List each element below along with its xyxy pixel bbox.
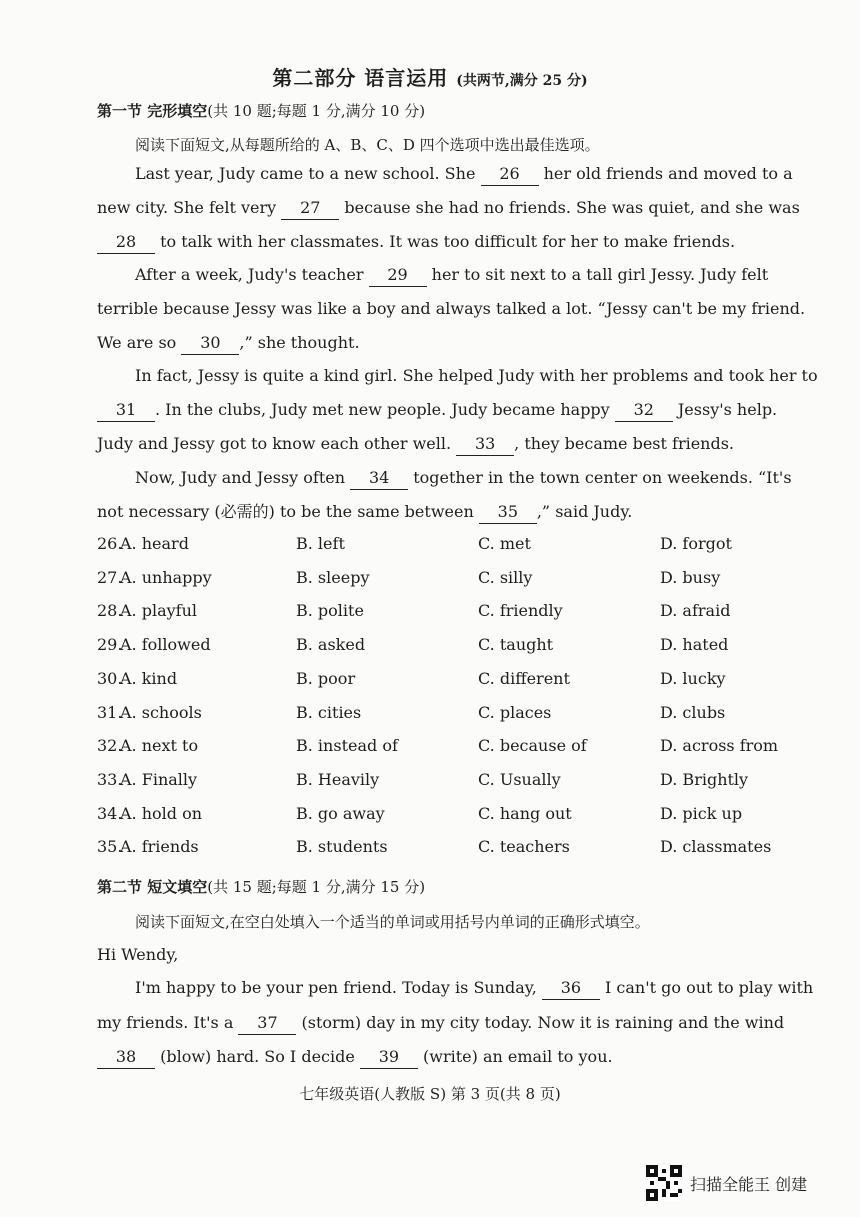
option-d: D. across from	[660, 736, 779, 756]
section1-header	[97, 100, 425, 121]
option-a: A. Finally	[120, 769, 198, 789]
passage-text: We are so	[97, 333, 182, 352]
passage-text: . In the clubs, Judy met new people. Judy became happy	[155, 400, 615, 419]
passage-line	[97, 197, 800, 220]
blank-32: 32	[615, 399, 673, 422]
blank-33: 33	[456, 433, 514, 456]
blank-38: 38	[97, 1046, 155, 1069]
blank-36: 36	[542, 977, 600, 1000]
section1-instruction: 阅读下面短文,从每题所给的 A、B、C、D 四个选项中选出最佳选项。	[135, 136, 600, 154]
question-number: 34.	[97, 803, 123, 823]
option-a: A. kind	[120, 668, 178, 688]
passage-text: Last year, Judy came to a new school. She	[135, 164, 481, 183]
blank-31: 31	[97, 399, 155, 422]
option-c: C. taught	[478, 635, 554, 655]
passage-line	[97, 298, 806, 320]
option-c: C. places	[478, 702, 552, 722]
passage-text: I can't go out to play with	[599, 978, 814, 997]
section1-note: (共 10 题;每题 1 分,满分 10 分)	[207, 102, 426, 120]
section2-header	[97, 876, 425, 897]
question-number: 30.	[97, 668, 123, 688]
option-a: A. schools	[120, 702, 202, 722]
blank-37: 37	[238, 1012, 296, 1035]
passage-line	[97, 944, 797, 966]
blank-30: 30	[181, 332, 239, 355]
question-number: 28.	[97, 601, 123, 621]
option-d: D. lucky	[660, 668, 726, 688]
blank-27: 27	[281, 197, 339, 220]
passage-text: (blow) hard. So I decide	[155, 1047, 360, 1066]
option-b: B. students	[296, 837, 388, 857]
section1-heading: 第一节 完形填空	[97, 102, 208, 120]
passage-text: (write) an email to you.	[417, 1047, 613, 1066]
option-c: C. different	[478, 668, 570, 688]
passage-line	[97, 399, 797, 422]
question-number: 32.	[97, 736, 123, 756]
passage-text: In fact, Jessy is quite a kind girl. She helped Judy with her problems and took her to	[135, 366, 818, 385]
question-number: 31.	[97, 702, 123, 722]
option-b: B. asked	[296, 635, 366, 655]
option-b: B. poor	[296, 668, 356, 688]
option-c: C. hang out	[478, 803, 572, 823]
passage-line	[97, 231, 797, 254]
passage-text: her old friends and moved to a	[538, 164, 793, 183]
option-b: B. sleepy	[296, 567, 370, 587]
qr-code-icon	[646, 1165, 682, 1201]
option-b: B. go away	[296, 803, 385, 823]
option-c: C. because of	[478, 736, 587, 756]
passage-text: her to sit next to a tall girl Jessy. Judy felt	[426, 265, 769, 284]
question-number: 26.	[97, 534, 123, 553]
option-b: B. left	[296, 534, 345, 553]
passage-text: to talk with her classmates. It was too difficult for her to make friends.	[155, 232, 736, 251]
passage-line	[97, 1046, 797, 1069]
blank-28: 28	[97, 231, 155, 254]
part-note: (共两节,满分 25 分)	[456, 73, 588, 89]
passage-line	[135, 467, 795, 490]
option-c: C. teachers	[478, 837, 570, 857]
option-a: A. next to	[120, 736, 199, 756]
option-d: D. clubs	[660, 702, 726, 722]
option-c: C. Usually	[478, 769, 561, 789]
passage-line	[135, 264, 795, 287]
option-b: B. Heavily	[296, 769, 380, 789]
passage-text: new city. She felt very	[97, 198, 282, 217]
passage-text: because she had no friends. She was quiet, and she was	[339, 198, 800, 217]
passage-text: Hi Wendy,	[97, 945, 179, 964]
blank-34: 34	[350, 467, 408, 490]
option-a: A. heard	[120, 534, 189, 553]
part-title-text: 第二部分 语言运用	[272, 66, 449, 90]
passage-text: ,” said Judy.	[536, 502, 633, 521]
passage-text: , they became best friends.	[514, 434, 735, 453]
option-d: D. classmates	[660, 837, 772, 857]
blank-26: 26	[481, 163, 539, 186]
passage-text: terrible because Jessy was like a boy and always talked a lot. “Jessy can't be my friend.	[97, 299, 806, 318]
passage-line	[97, 433, 797, 456]
question-number: 27.	[97, 567, 123, 587]
passage-line	[135, 163, 795, 186]
passage-text: my friends. It's a	[97, 1013, 239, 1032]
option-d: D. forgot	[660, 534, 732, 553]
option-d: D. pick up	[660, 803, 743, 823]
option-b: B. cities	[296, 702, 362, 722]
passage-text: Jessy's help.	[672, 400, 778, 419]
passage-text: together in the town center on weekends. “It's	[408, 468, 792, 487]
option-a: A. followed	[120, 635, 211, 655]
part-title	[0, 62, 860, 91]
option-b: B. instead of	[296, 736, 398, 756]
option-b: B. polite	[296, 601, 364, 621]
passage-text: Now, Judy and Jessy often	[135, 468, 351, 487]
passage-text: I'm happy to be your pen friend. Today is Sunday,	[135, 978, 542, 997]
passage-text: not necessary (必需的) to be the same between	[97, 502, 479, 521]
page-footer: 七年级英语(人教版 S) 第 3 页(共 8 页)	[299, 1085, 561, 1103]
passage-text: After a week, Judy's teacher	[135, 265, 369, 284]
passage-line	[97, 332, 797, 355]
option-d: D. Brightly	[660, 769, 749, 789]
option-c: C. silly	[478, 567, 533, 587]
passage-line	[97, 501, 797, 524]
option-c: C. met	[478, 534, 531, 553]
option-a: A. friends	[120, 837, 199, 857]
blank-35: 35	[479, 501, 537, 524]
passage-line	[135, 977, 814, 1000]
passage-text: Judy and Jessy got to know each other well.	[97, 434, 457, 453]
option-a: A. hold on	[120, 803, 203, 823]
option-d: D. afraid	[660, 601, 731, 621]
option-a: A. unhappy	[120, 567, 212, 587]
passage-text: (storm) day in my city today. Now it is raining and the wind	[296, 1013, 785, 1032]
option-d: D. busy	[660, 567, 721, 587]
section2-instruction: 阅读下面短文,在空白处填入一个适当的单词或用括号内单词的正确形式填空。	[135, 913, 650, 931]
scanner-watermark	[646, 1165, 807, 1201]
scanner-label: 扫描全能王 创建	[690, 1174, 808, 1194]
question-number: 33.	[97, 769, 123, 789]
blank-29: 29	[369, 264, 427, 287]
option-c: C. friendly	[478, 601, 563, 621]
passage-line	[97, 1012, 797, 1035]
blank-39: 39	[360, 1046, 418, 1069]
section2-heading: 第二节 短文填空	[97, 878, 208, 896]
section2-note: (共 15 题;每题 1 分,满分 15 分)	[207, 878, 426, 896]
option-d: D. hated	[660, 635, 729, 655]
question-number: 29.	[97, 635, 123, 655]
passage-text: ,” she thought.	[239, 333, 360, 352]
question-number: 35.	[97, 837, 123, 857]
passage-line	[135, 365, 818, 387]
option-a: A. playful	[120, 601, 198, 621]
